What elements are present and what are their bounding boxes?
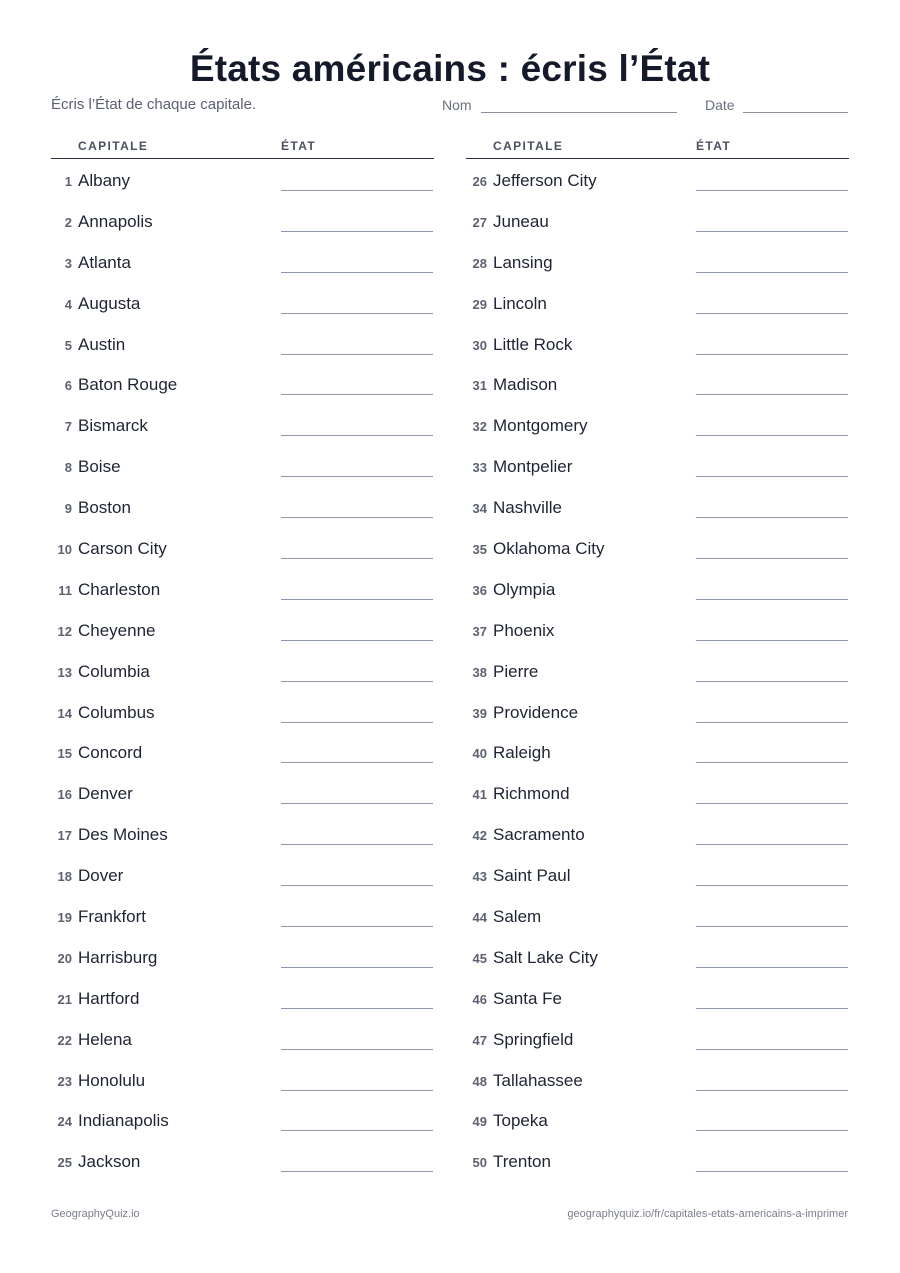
list-item: [51, 404, 434, 445]
state-answer-line[interactable]: [696, 394, 848, 395]
list-item: [466, 1099, 849, 1140]
state-answer-line[interactable]: [281, 1171, 433, 1172]
capital-name: Trenton: [493, 1152, 551, 1172]
list-item: [51, 936, 434, 977]
item-number: 4: [64, 296, 72, 312]
capital-name: Jackson: [78, 1152, 141, 1172]
item-number: 48: [472, 1073, 487, 1089]
state-answer-line[interactable]: [281, 272, 433, 273]
right-rows: [466, 159, 849, 1181]
item-number: 1: [64, 174, 72, 189]
list-item: [51, 1140, 434, 1181]
capital-name: Carson City: [78, 539, 167, 559]
capital-name: Columbia: [78, 661, 150, 681]
capital-name: Harrisburg: [78, 947, 158, 967]
capital-name: Pierre: [493, 661, 539, 681]
instructions: Écris l’État de chaque capitale.: [51, 96, 257, 113]
list-item: [51, 282, 434, 323]
list-item: [51, 159, 434, 200]
state-header: ÉTAT: [281, 139, 317, 153]
item-number: 6: [64, 378, 72, 394]
list-item: [466, 731, 849, 772]
state-answer-line[interactable]: [696, 681, 848, 682]
capital-name: Albany: [78, 171, 130, 190]
state-answer-line[interactable]: [281, 885, 433, 886]
capital-name: Salem: [493, 907, 542, 927]
item-number: 23: [57, 1073, 72, 1089]
state-answer-line[interactable]: [281, 394, 433, 395]
list-item: [466, 772, 849, 813]
state-answer-line[interactable]: [281, 435, 433, 436]
state-answer-line[interactable]: [281, 231, 433, 232]
item-number: 10: [57, 542, 72, 558]
state-answer-line[interactable]: [281, 803, 433, 804]
item-number: 20: [57, 950, 72, 966]
capital-name: Phoenix: [493, 620, 555, 640]
item-number: 33: [472, 460, 487, 476]
item-number: 13: [57, 664, 72, 680]
date-field[interactable]: [743, 112, 848, 113]
capital-header: CAPITALE: [78, 139, 149, 153]
state-answer-line[interactable]: [696, 1008, 848, 1009]
state-answer-line[interactable]: [696, 1090, 848, 1091]
state-answer-line[interactable]: [696, 967, 848, 968]
page-title: États américains : écris l’État: [189, 48, 711, 89]
item-number: 39: [472, 705, 487, 721]
state-answer-line[interactable]: [281, 762, 433, 763]
capital-name: Montgomery: [493, 416, 588, 436]
capital-name: Tallahassee: [493, 1070, 583, 1090]
capital-header: CAPITALE: [493, 139, 564, 153]
capital-name: Indianapolis: [78, 1111, 169, 1131]
item-number: 5: [64, 337, 72, 353]
capital-name: Baton Rouge: [78, 375, 178, 395]
item-number: 50: [472, 1155, 487, 1171]
state-answer-line[interactable]: [281, 926, 433, 927]
capital-name: Madison: [493, 375, 558, 395]
item-number: 12: [57, 623, 72, 639]
item-number: 35: [472, 542, 487, 558]
state-answer-line[interactable]: [696, 231, 848, 232]
item-number: 29: [472, 296, 487, 312]
list-item: [466, 691, 849, 732]
list-item: [51, 609, 434, 650]
state-answer-line[interactable]: [696, 476, 848, 477]
capital-name: Charleston: [78, 579, 161, 599]
capital-name: Juneau: [493, 211, 549, 231]
list-item: [51, 1018, 434, 1059]
capital-name: Hartford: [78, 988, 140, 1008]
footer-brand: GeographyQuiz.io: [51, 1208, 140, 1220]
item-number: 32: [472, 419, 487, 435]
item-number: 36: [472, 582, 487, 598]
item-number: 45: [472, 950, 487, 966]
list-item: [51, 650, 434, 691]
item-number: 28: [472, 255, 487, 271]
capital-name: Santa Fe: [493, 988, 562, 1008]
list-item: [466, 977, 849, 1018]
state-answer-line[interactable]: [696, 926, 848, 927]
item-number: 26: [472, 174, 487, 189]
capital-name: Oklahoma City: [493, 539, 605, 559]
capital-name: Annapolis: [78, 211, 153, 231]
state-answer-line[interactable]: [281, 844, 433, 845]
list-item: [466, 323, 849, 364]
item-number: 16: [57, 787, 72, 803]
list-item: [466, 568, 849, 609]
state-answer-line[interactable]: [696, 435, 848, 436]
capital-name: Boston: [78, 498, 131, 518]
capital-name: Dover: [78, 866, 124, 886]
state-answer-line[interactable]: [281, 354, 433, 355]
list-item: [51, 323, 434, 364]
item-number: 2: [64, 214, 72, 230]
state-answer-line[interactable]: [696, 190, 848, 191]
item-number: 38: [472, 664, 487, 680]
state-answer-line[interactable]: [281, 599, 433, 600]
list-item: [466, 486, 849, 527]
list-item: [51, 486, 434, 527]
item-number: 34: [472, 501, 487, 517]
item-number: 49: [472, 1114, 487, 1130]
state-answer-line[interactable]: [696, 640, 848, 641]
capital-name: Richmond: [493, 784, 570, 804]
state-answer-line[interactable]: [281, 313, 433, 314]
capital-name: Columbus: [78, 702, 155, 722]
capital-name: Lansing: [493, 252, 553, 272]
item-number: 15: [57, 746, 72, 762]
list-item: [466, 650, 849, 691]
state-answer-line[interactable]: [281, 1049, 433, 1050]
item-number: 41: [472, 787, 487, 803]
list-item: [51, 200, 434, 241]
state-answer-line[interactable]: [281, 640, 433, 641]
list-item: [466, 159, 849, 200]
capital-name: Helena: [78, 1029, 132, 1049]
capital-name: Lincoln: [493, 293, 547, 313]
state-answer-line[interactable]: [696, 762, 848, 763]
list-item: [51, 527, 434, 568]
left-column-header: [51, 136, 434, 159]
list-item: [466, 527, 849, 568]
item-number: 44: [472, 910, 487, 926]
capital-name: Concord: [78, 743, 143, 763]
list-item: [51, 1099, 434, 1140]
item-number: 22: [57, 1032, 72, 1048]
list-item: [51, 568, 434, 609]
capital-name: Honolulu: [78, 1070, 146, 1090]
state-answer-line[interactable]: [281, 558, 433, 559]
list-item: [51, 1059, 434, 1100]
list-item: [51, 445, 434, 486]
right-column-header: [466, 136, 849, 159]
state-answer-line[interactable]: [696, 844, 848, 845]
state-answer-line[interactable]: [696, 885, 848, 886]
capital-name: Atlanta: [78, 252, 131, 272]
capital-name: Boise: [78, 457, 121, 477]
item-number: 3: [64, 255, 72, 271]
capital-name: Nashville: [493, 498, 562, 518]
list-item: [466, 854, 849, 895]
list-item: [51, 241, 434, 282]
item-number: 42: [472, 828, 487, 844]
name-label: Nom: [442, 97, 472, 113]
state-answer-line[interactable]: [281, 967, 433, 968]
item-number: 46: [472, 991, 487, 1007]
item-number: 37: [472, 623, 487, 639]
list-item: [466, 363, 849, 404]
state-answer-line[interactable]: [696, 354, 848, 355]
state-answer-line[interactable]: [696, 1171, 848, 1172]
list-item: [466, 445, 849, 486]
state-answer-line[interactable]: [281, 190, 433, 191]
list-item: [466, 609, 849, 650]
capital-name: Jefferson City: [493, 171, 597, 190]
capital-name: Topeka: [493, 1111, 548, 1131]
item-number: 27: [472, 214, 487, 230]
item-number: 25: [57, 1155, 72, 1171]
item-number: 40: [472, 746, 487, 762]
item-number: 31: [472, 378, 487, 394]
state-answer-line[interactable]: [281, 1130, 433, 1131]
list-item: [51, 772, 434, 813]
name-field[interactable]: [481, 112, 677, 113]
state-answer-line[interactable]: [281, 722, 433, 723]
list-item: [51, 813, 434, 854]
capital-name: Cheyenne: [78, 620, 156, 640]
capital-name: Bismarck: [78, 416, 148, 436]
capital-name: Sacramento: [493, 825, 585, 845]
state-answer-line[interactable]: [281, 517, 433, 518]
list-item: [51, 895, 434, 936]
list-item: [466, 200, 849, 241]
capital-name: Salt Lake City: [493, 947, 598, 967]
item-number: 9: [64, 501, 72, 517]
capital-name: Springfield: [493, 1029, 574, 1049]
list-item: [466, 1140, 849, 1181]
capital-name: Des Moines: [78, 825, 168, 845]
list-item: [466, 813, 849, 854]
item-number: 18: [57, 869, 72, 885]
capital-name: Saint Paul: [493, 866, 571, 886]
state-answer-line[interactable]: [696, 1130, 848, 1131]
list-item: [466, 1059, 849, 1100]
capital-name: Olympia: [493, 579, 556, 599]
state-answer-line[interactable]: [696, 599, 848, 600]
item-number: 21: [57, 991, 72, 1007]
list-item: [51, 691, 434, 732]
state-answer-line[interactable]: [696, 558, 848, 559]
item-number: 11: [58, 582, 72, 598]
state-answer-line[interactable]: [696, 517, 848, 518]
footer-url: geographyquiz.io/fr/capitales-etats-americains-a-imprimer: [567, 1208, 848, 1220]
right-column: [466, 136, 849, 1181]
list-item: [466, 895, 849, 936]
list-item: [51, 363, 434, 404]
capital-name: Augusta: [78, 293, 141, 313]
item-number: 19: [57, 910, 72, 926]
item-number: 30: [472, 337, 487, 353]
state-answer-line[interactable]: [281, 1090, 433, 1091]
state-answer-line[interactable]: [696, 722, 848, 723]
capital-name: Denver: [78, 784, 133, 804]
capital-name: Frankfort: [78, 907, 147, 927]
item-number: 8: [64, 460, 72, 476]
list-item: [466, 404, 849, 445]
state-answer-line[interactable]: [696, 1049, 848, 1050]
state-answer-line[interactable]: [281, 1008, 433, 1009]
list-item: [466, 241, 849, 282]
capital-name: Providence: [493, 702, 579, 722]
state-answer-line[interactable]: [281, 476, 433, 477]
state-answer-line[interactable]: [281, 681, 433, 682]
capital-name: Austin: [78, 334, 126, 354]
capital-name: Little Rock: [493, 334, 573, 354]
item-number: 7: [64, 419, 72, 435]
list-item: [466, 1018, 849, 1059]
item-number: 17: [57, 828, 72, 844]
list-item: [466, 282, 849, 323]
item-number: 14: [57, 705, 72, 721]
item-number: 47: [472, 1032, 487, 1048]
list-item: [51, 977, 434, 1018]
state-answer-line[interactable]: [696, 313, 848, 314]
date-label: Date: [705, 97, 735, 113]
capital-name: Montpelier: [493, 457, 573, 477]
state-answer-line[interactable]: [696, 272, 848, 273]
list-item: [466, 936, 849, 977]
list-item: [51, 731, 434, 772]
capital-name: Raleigh: [493, 743, 551, 763]
item-number: 43: [472, 869, 487, 885]
list-item: [51, 854, 434, 895]
item-number: 24: [57, 1114, 72, 1130]
state-header: ÉTAT: [696, 139, 732, 153]
state-answer-line[interactable]: [696, 803, 848, 804]
left-rows: [51, 159, 434, 1181]
left-column: [51, 136, 434, 1181]
